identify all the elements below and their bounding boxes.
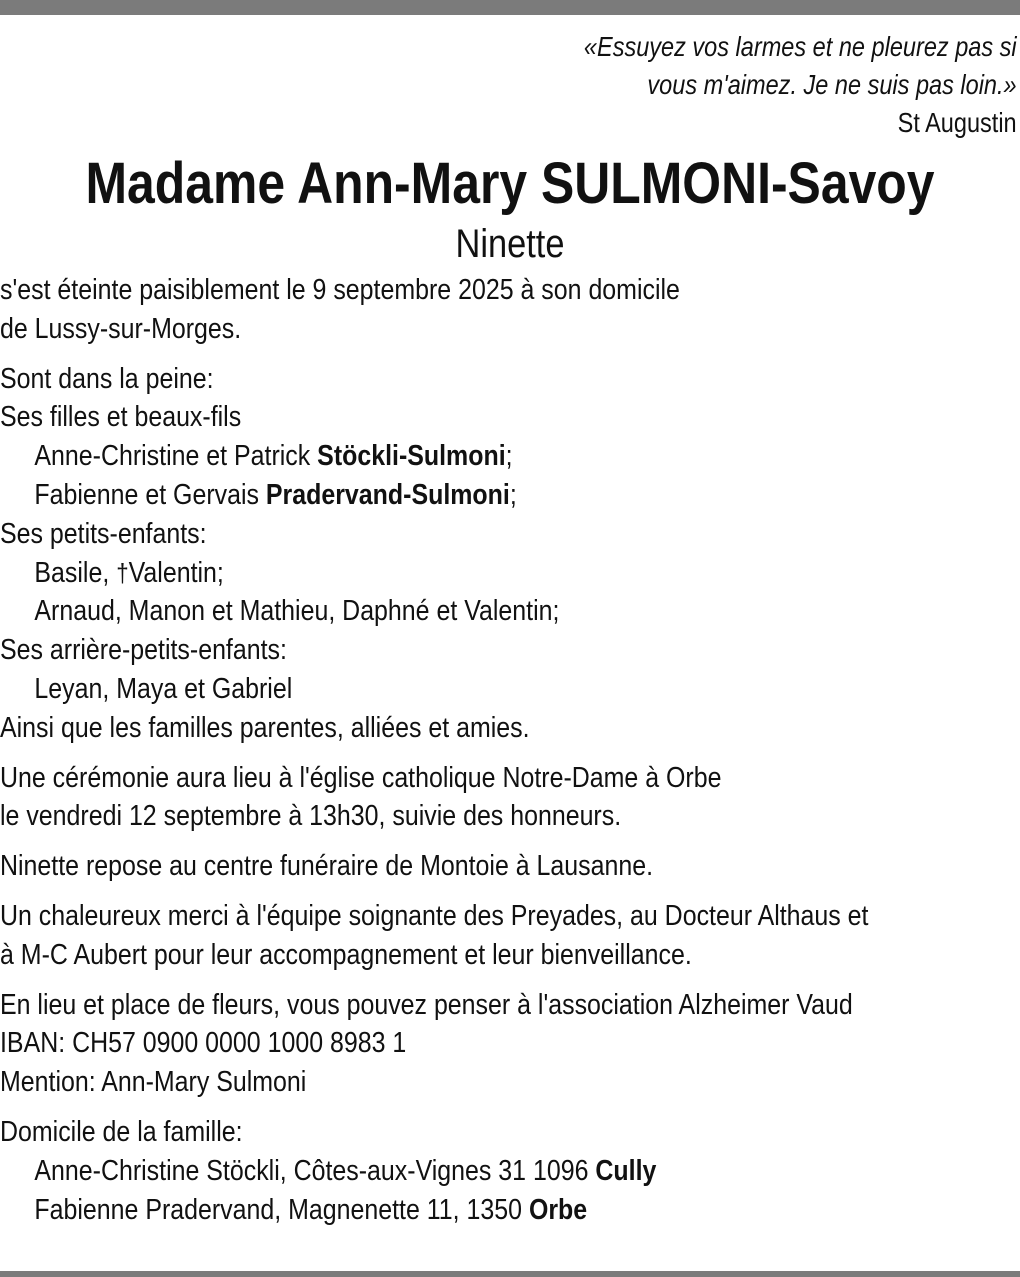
great-grandchildren-names: Leyan, Maya et Gabriel (34, 672, 293, 705)
daughter-1-surname: Stöckli-Sulmoni (317, 440, 506, 473)
family-paragraph (0, 360, 1020, 748)
deceased-nickname: Ninette (455, 222, 565, 266)
grandchildren-line-1 (0, 554, 1020, 593)
quote-author: St Augustin (897, 107, 1017, 138)
notice-body (0, 268, 1020, 1229)
cross-icon: † (116, 557, 129, 588)
announcement-paragraph (0, 271, 1020, 349)
thanks-line-2: à M-C Aubert pour leur accompagnement et leur bienveillance. (0, 938, 692, 971)
daughter-2-names: Fabienne et Gervais (34, 478, 266, 511)
daughter-1 (0, 437, 1020, 476)
grandchildren-line-2: Arnaud, Manon et Mathieu, Daphné et Valentin; (34, 595, 560, 628)
domicile-city-1: Cully (595, 1154, 657, 1187)
daughters-label: Ses filles et beaux-fils (0, 401, 242, 434)
daughter-2 (0, 476, 1020, 515)
ceremony-line-2: le vendredi 12 septembre à 13h30, suivie des honneurs. (0, 800, 622, 833)
rest-line: Ninette repose au centre funéraire de Montoie à Lausanne. (0, 850, 654, 883)
domicile-address-1-text: Anne-Christine Stöckli, Côtes-aux-Vignes 31 1096 (34, 1154, 596, 1187)
announcement-line-1: s'est éteinte paisiblement le 9 septembre 2025 à son domicile (0, 274, 680, 306)
grandchildren-line-1-b: Valentin; (128, 556, 224, 589)
rest-paragraph (0, 847, 1020, 886)
thanks-line-1: Un chaleureux merci à l'équipe soignante des Preyades, au Docteur Althaus et (0, 899, 869, 932)
obituary-notice (0, 28, 1020, 1229)
deceased-name: Madame Ann-Mary SULMONI-Savoy (85, 151, 935, 216)
bottom-border-rule (0, 1271, 1020, 1277)
grandchildren-label: Ses petits-enfants: (0, 517, 207, 550)
domicile-label: Domicile de la famille: (0, 1115, 243, 1148)
domicile-address-2 (0, 1191, 1020, 1230)
family-intro: Sont dans la peine: (0, 362, 214, 395)
ceremony-paragraph (0, 759, 1020, 837)
quote-line-2: vous m'aimez. Je ne suis pas loin.» (647, 69, 1017, 100)
daughter-2-punct: ; (509, 478, 517, 511)
grandchildren-line-1-a: Basile, (34, 556, 117, 589)
announcement-line-2: de Lussy-sur-Morges. (0, 312, 242, 345)
great-grandchildren-label: Ses arrière-petits-enfants: (0, 634, 287, 667)
donation-paragraph (0, 986, 1020, 1102)
daughter-1-punct: ; (505, 440, 513, 473)
top-border-rule (0, 0, 1020, 15)
donation-iban: IBAN: CH57 0900 0000 1000 8983 1 (0, 1027, 407, 1060)
domicile-address-2-text: Fabienne Pradervand, Magnenette 11, 1350 (34, 1193, 529, 1226)
other-families: Ainsi que les familles parentes, alliées et amies. (0, 711, 530, 744)
domicile-address-1 (0, 1152, 1020, 1191)
quote-line-1: «Essuyez vos larmes et ne pleurez pas si (583, 31, 1017, 62)
domicile-city-2: Orbe (528, 1193, 588, 1226)
daughter-1-names: Anne-Christine et Patrick (34, 440, 318, 473)
epigraph-quote (163, 28, 1020, 142)
domicile-paragraph (0, 1113, 1020, 1229)
donation-line-1: En lieu et place de fleurs, vous pouvez penser à l'association Alzheimer Vaud (0, 988, 853, 1021)
ceremony-line-1: Une cérémonie aura lieu à l'église catholique Notre-Dame à Orbe (0, 761, 722, 794)
donation-mention: Mention: Ann-Mary Sulmoni (0, 1066, 307, 1099)
thanks-paragraph (0, 897, 1020, 975)
daughter-2-surname: Pradervand-Sulmoni (265, 478, 510, 511)
